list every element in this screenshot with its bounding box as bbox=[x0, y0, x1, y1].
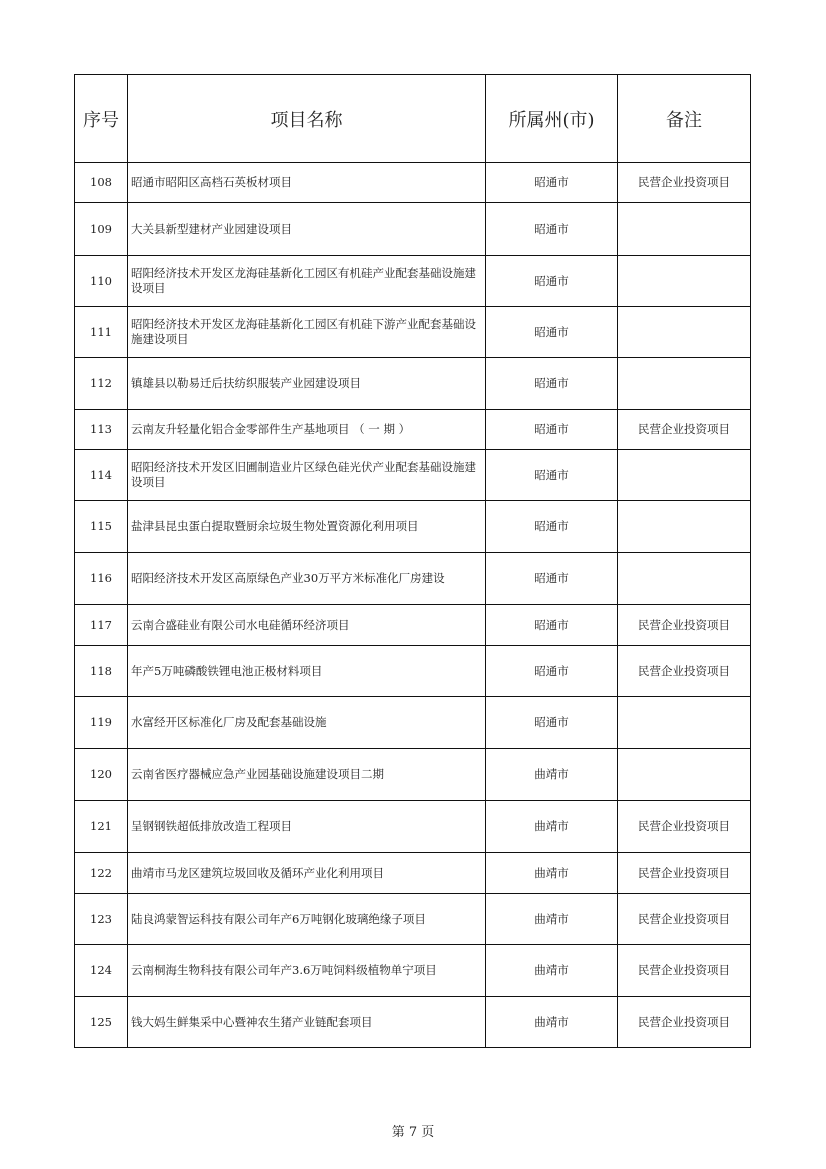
prefecture-city-cell: 曲靖市 bbox=[486, 749, 618, 801]
remarks-cell bbox=[618, 450, 751, 501]
table-row bbox=[75, 358, 751, 410]
header-serial-no: 序号 bbox=[75, 75, 128, 163]
prefecture-city-cell: 昭通市 bbox=[486, 307, 618, 358]
project-name-cell: 昭阳经济技术开发区高原绿色产业30万平方米标准化厂房建设 bbox=[128, 553, 486, 605]
project-name-cell: 昭阳经济技术开发区旧圃制造业片区绿色硅光伏产业配套基础设施建设项目 bbox=[128, 450, 486, 501]
remarks-cell: 民营企业投资项目 bbox=[618, 410, 751, 450]
serial-no-cell: 125 bbox=[75, 997, 128, 1048]
prefecture-city-cell: 昭通市 bbox=[486, 410, 618, 450]
table-row bbox=[75, 853, 751, 894]
project-name-cell: 大关县新型建材产业园建设项目 bbox=[128, 203, 486, 256]
project-name-cell: 盐津县昆虫蛋白提取暨厨余垃圾生物处置资源化利用项目 bbox=[128, 501, 486, 553]
remarks-cell bbox=[618, 553, 751, 605]
table-row bbox=[75, 553, 751, 605]
serial-no-cell: 114 bbox=[75, 450, 128, 501]
project-name-cell: 年产5万吨磷酸铁锂电池正极材料项目 bbox=[128, 646, 486, 697]
prefecture-city-cell: 昭通市 bbox=[486, 501, 618, 553]
remarks-cell bbox=[618, 501, 751, 553]
table-row bbox=[75, 450, 751, 501]
serial-no-cell: 120 bbox=[75, 749, 128, 801]
serial-no-cell: 116 bbox=[75, 553, 128, 605]
remarks-cell: 民营企业投资项目 bbox=[618, 853, 751, 894]
project-name-cell: 呈钢钢铁超低排放改造工程项目 bbox=[128, 801, 486, 853]
prefecture-city-cell: 昭通市 bbox=[486, 697, 618, 749]
remarks-cell bbox=[618, 697, 751, 749]
prefecture-city-cell: 昭通市 bbox=[486, 646, 618, 697]
prefecture-city-cell: 昭通市 bbox=[486, 256, 618, 307]
project-name-cell: 云南友升轻量化铝合金零部件生产基地项目 （ 一 期 ） bbox=[128, 410, 486, 450]
prefecture-city-cell: 曲靖市 bbox=[486, 945, 618, 997]
project-table bbox=[74, 74, 751, 1048]
prefecture-city-cell: 昭通市 bbox=[486, 203, 618, 256]
table-row bbox=[75, 894, 751, 945]
serial-no-cell: 111 bbox=[75, 307, 128, 358]
project-name-cell: 镇雄县以勒易迁后扶纺织服装产业园建设项目 bbox=[128, 358, 486, 410]
table-body bbox=[75, 163, 751, 1048]
table-row bbox=[75, 501, 751, 553]
table-row bbox=[75, 697, 751, 749]
serial-no-cell: 109 bbox=[75, 203, 128, 256]
table-row bbox=[75, 410, 751, 450]
table-row bbox=[75, 307, 751, 358]
prefecture-city-cell: 曲靖市 bbox=[486, 853, 618, 894]
project-name-cell: 云南合盛硅业有限公司水电硅循环经济项目 bbox=[128, 605, 486, 646]
page-number: 第 7 页 bbox=[391, 1125, 435, 1140]
serial-no-cell: 119 bbox=[75, 697, 128, 749]
project-name-cell: 云南省医疗器械应急产业园基础设施建设项目二期 bbox=[128, 749, 486, 801]
header-project-name: 项目名称 bbox=[128, 75, 486, 163]
prefecture-city-cell: 昭通市 bbox=[486, 605, 618, 646]
table-row bbox=[75, 997, 751, 1048]
project-name-cell: 曲靖市马龙区建筑垃圾回收及循环产业化利用项目 bbox=[128, 853, 486, 894]
table-row bbox=[75, 605, 751, 646]
remarks-cell: 民营企业投资项目 bbox=[618, 801, 751, 853]
serial-no-cell: 117 bbox=[75, 605, 128, 646]
header-prefecture-city: 所属州(市) bbox=[486, 75, 618, 163]
project-name-cell: 钱大妈生鲜集采中心暨神农生猪产业链配套项目 bbox=[128, 997, 486, 1048]
project-name-cell: 昭阳经济技术开发区龙海硅基新化工园区有机硅下游产业配套基础设施建设项目 bbox=[128, 307, 486, 358]
serial-no-cell: 108 bbox=[75, 163, 128, 203]
remarks-cell: 民营企业投资项目 bbox=[618, 945, 751, 997]
remarks-cell: 民营企业投资项目 bbox=[618, 605, 751, 646]
prefecture-city-cell: 昭通市 bbox=[486, 163, 618, 203]
serial-no-cell: 121 bbox=[75, 801, 128, 853]
remarks-cell bbox=[618, 749, 751, 801]
table-row bbox=[75, 801, 751, 853]
remarks-cell bbox=[618, 358, 751, 410]
project-name-cell: 昭通市昭阳区高档石英板材项目 bbox=[128, 163, 486, 203]
remarks-cell: 民营企业投资项目 bbox=[618, 646, 751, 697]
project-name-cell: 陆良鸿蒙智运科技有限公司年产6万吨钢化玻璃绝缘子项目 bbox=[128, 894, 486, 945]
remarks-cell: 民营企业投资项目 bbox=[618, 894, 751, 945]
remarks-cell bbox=[618, 307, 751, 358]
serial-no-cell: 112 bbox=[75, 358, 128, 410]
remarks-cell: 民营企业投资项目 bbox=[618, 163, 751, 203]
serial-no-cell: 123 bbox=[75, 894, 128, 945]
project-name-cell: 昭阳经济技术开发区龙海硅基新化工园区有机硅产业配套基础设施建设项目 bbox=[128, 256, 486, 307]
serial-no-cell: 122 bbox=[75, 853, 128, 894]
prefecture-city-cell: 昭通市 bbox=[486, 553, 618, 605]
serial-no-cell: 124 bbox=[75, 945, 128, 997]
table-row bbox=[75, 256, 751, 307]
serial-no-cell: 113 bbox=[75, 410, 128, 450]
serial-no-cell: 115 bbox=[75, 501, 128, 553]
table-row bbox=[75, 945, 751, 997]
prefecture-city-cell: 昭通市 bbox=[486, 450, 618, 501]
table-row bbox=[75, 203, 751, 256]
table-row bbox=[75, 749, 751, 801]
serial-no-cell: 118 bbox=[75, 646, 128, 697]
header-remarks: 备注 bbox=[618, 75, 751, 163]
serial-no-cell: 110 bbox=[75, 256, 128, 307]
remarks-cell: 民营企业投资项目 bbox=[618, 997, 751, 1048]
prefecture-city-cell: 曲靖市 bbox=[486, 801, 618, 853]
remarks-cell bbox=[618, 256, 751, 307]
remarks-cell bbox=[618, 203, 751, 256]
prefecture-city-cell: 曲靖市 bbox=[486, 997, 618, 1048]
table-row bbox=[75, 163, 751, 203]
table-row bbox=[75, 646, 751, 697]
project-name-cell: 水富经开区标准化厂房及配套基础设施 bbox=[128, 697, 486, 749]
prefecture-city-cell: 昭通市 bbox=[486, 358, 618, 410]
table-header-row bbox=[75, 75, 751, 163]
prefecture-city-cell: 曲靖市 bbox=[486, 894, 618, 945]
project-name-cell: 云南桐海生物科技有限公司年产3.6万吨饲料级植物单宁项目 bbox=[128, 945, 486, 997]
